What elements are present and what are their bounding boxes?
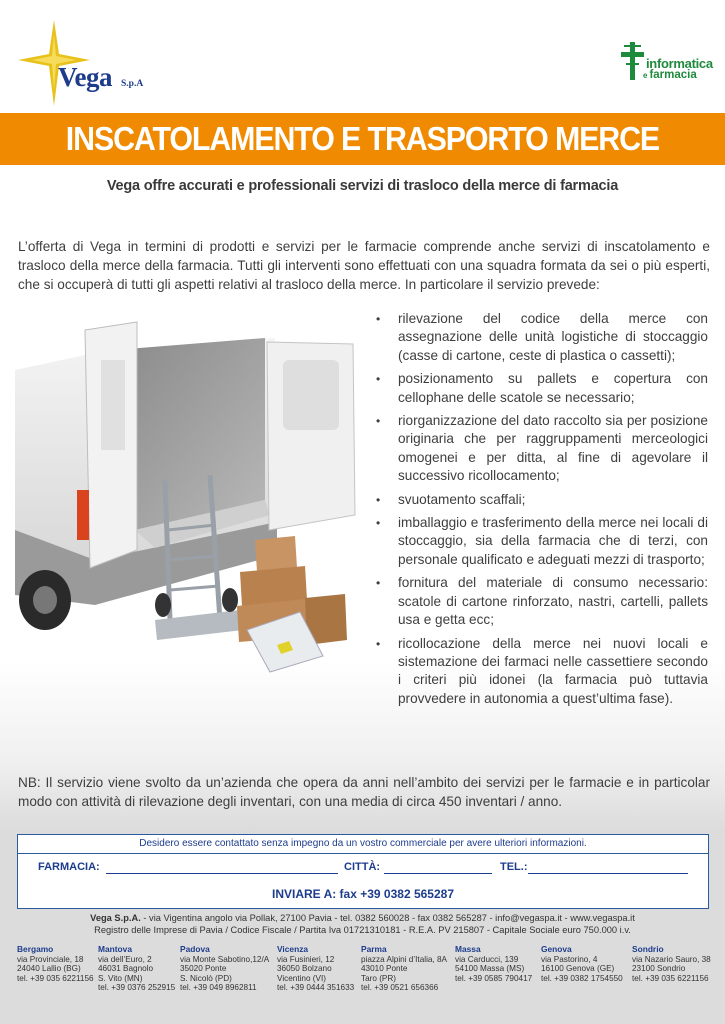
company-address: - via Vigentina angolo via Pollak, 27100 Pavia - tel. 0382 560028 - fax 0382 565287 - info@vegaspa.it - www.vegaspa.it xyxy=(140,913,635,923)
intro-paragraph: L’offerta di Vega in termini di prodotti e servizi per le farmacie comprende anche servizi di inscatolamento e trasloco della merce della farmacia. Tutti gli interventi sono effettuati con una squadra formata da sei o più esperti, che si occuperà di tutti gli aspetti relativi al trasloco della merce. In particolare il servizio prevede: xyxy=(18,239,710,292)
partner-logo xyxy=(618,40,718,84)
partner-name-line2: e farmacia xyxy=(643,69,697,81)
subtitle: Vega offre accurati e professionali servizi di trasloco della merce di farmacia xyxy=(106,178,619,194)
services-list xyxy=(372,310,708,713)
bullet-icon: • xyxy=(376,372,381,387)
company-address-line xyxy=(0,913,725,925)
bullet-icon: • xyxy=(376,492,381,507)
note-paragraph: NB: Il servizio viene svolto da un’azienda che opera da anni nell’ambito dei servizi per le farmacie e in particolar modo con attività di rilevazione degli inventari, con una media di circa 450 inventari / anno. xyxy=(18,775,710,809)
send-fax-line: INVIARE A: fax +39 0382 565287 xyxy=(272,887,454,901)
tel-label: TEL.: xyxy=(500,861,528,873)
form-intro: Desidero essere contattato senza impegno da un vostro commerciale per avere ulteriori informazioni. xyxy=(139,838,587,849)
van-illustration xyxy=(15,300,365,680)
service-item: • posizionamento su pallets e copertura con cellophane delle scatole se necessario; xyxy=(376,371,708,405)
bullet-icon: • xyxy=(376,516,381,531)
branch-bergamo: Bergamo via Provinciale, 18 24040 Lallio (BG) tel. +39 035 6221156 xyxy=(17,944,94,983)
partner-name-line1: informatica xyxy=(646,56,713,71)
company-registry: Registro delle Imprese di Pavia / Codice Fiscale / Partita Iva 01721310181 - R.E.A. PV 215807 - Capitale Sociale euro 750.000 i.v. xyxy=(94,924,631,935)
branch-massa: Massa via Carducci, 139 54100 Massa (MS) tel. +39 0585 790417 xyxy=(455,944,533,983)
bullet-icon: • xyxy=(376,636,381,651)
branch-offices xyxy=(17,945,717,995)
vega-logo xyxy=(18,20,158,106)
service-item: • riorganizzazione del dato raccolto sia per posizione originaria che per raggruppamenti merceologici omogenei e per ditta, al fine di agevolare il successivo ricollocamento; xyxy=(376,413,708,484)
citta-field[interactable] xyxy=(384,873,492,874)
contact-form xyxy=(17,834,709,909)
farmacia-label: FARMACIA: xyxy=(38,861,100,873)
branch-genova: Genova via Pastorino, 4 16100 Genova (GE) tel. +39 0382 1754550 xyxy=(541,944,623,983)
service-item: • rilevazione del codice della merce con assegnazione delle unità logistiche di stoccaggio (casse di cartone, ceste di plastica o cassetti); xyxy=(376,311,708,363)
citta-label: CITTÀ: xyxy=(344,861,381,873)
service-item: • svuotamento scaffali; xyxy=(372,491,708,509)
branch-parma: Parma piazza Alpini d’Italia, 8A 43010 Ponte Taro (PR) tel. +39 0521 656366 xyxy=(361,944,448,993)
tel-field[interactable] xyxy=(528,873,688,874)
title-banner xyxy=(0,113,725,165)
form-divider xyxy=(18,853,708,854)
vega-wordmark: Vega xyxy=(58,62,113,92)
bullet-icon: • xyxy=(376,312,381,326)
farmacia-field[interactable] xyxy=(106,873,338,874)
service-item: • ricollocazione della merce nei nuovi locali e sistemazione dei farmaci nelle cassettiere secondo i criteri più idonei (la farmacia può tuttavia provvedere in autonomia a quest’ultima fase). xyxy=(376,635,708,706)
branch-mantova: Mantova via dell’Euro, 2 46031 Bagnolo S. Vito (MN) tel. +39 0376 252915 xyxy=(98,944,176,993)
service-item: • imballaggio e trasferimento della merce nei locali di stoccaggio, sia della farmacia che di terzi, con personale qualificato e adeguati mezzi di trasporto; xyxy=(376,515,708,567)
bullet-icon: • xyxy=(376,414,381,429)
company-info xyxy=(0,913,725,936)
company-name: Vega S.p.A. xyxy=(90,913,141,923)
page-title: INSCATOLAMENTO E TRASPORTO MERCE xyxy=(65,120,660,157)
branch-vicenza: Vicenza via Fusinieri, 12 36050 Bolzano Vicentino (VI) tel. +39 0444 351633 xyxy=(277,944,355,993)
vega-suffix: S.p.A xyxy=(121,79,144,89)
service-item: • fornitura del materiale di consumo necessario: scatole di cartone rinforzato, nastri, cartelli, pallets usa e getta ecc; xyxy=(376,575,708,628)
branch-sondrio: Sondrio via Nazario Sauro, 38 23100 Sondrio tel. +39 035 6221156 xyxy=(632,944,711,983)
branch-padova: Padova via Monte Sabotino,12/A 35020 Ponte S. Nicolò (PD) tel. +39 049 8962811 xyxy=(180,944,270,993)
bullet-icon: • xyxy=(376,576,381,591)
